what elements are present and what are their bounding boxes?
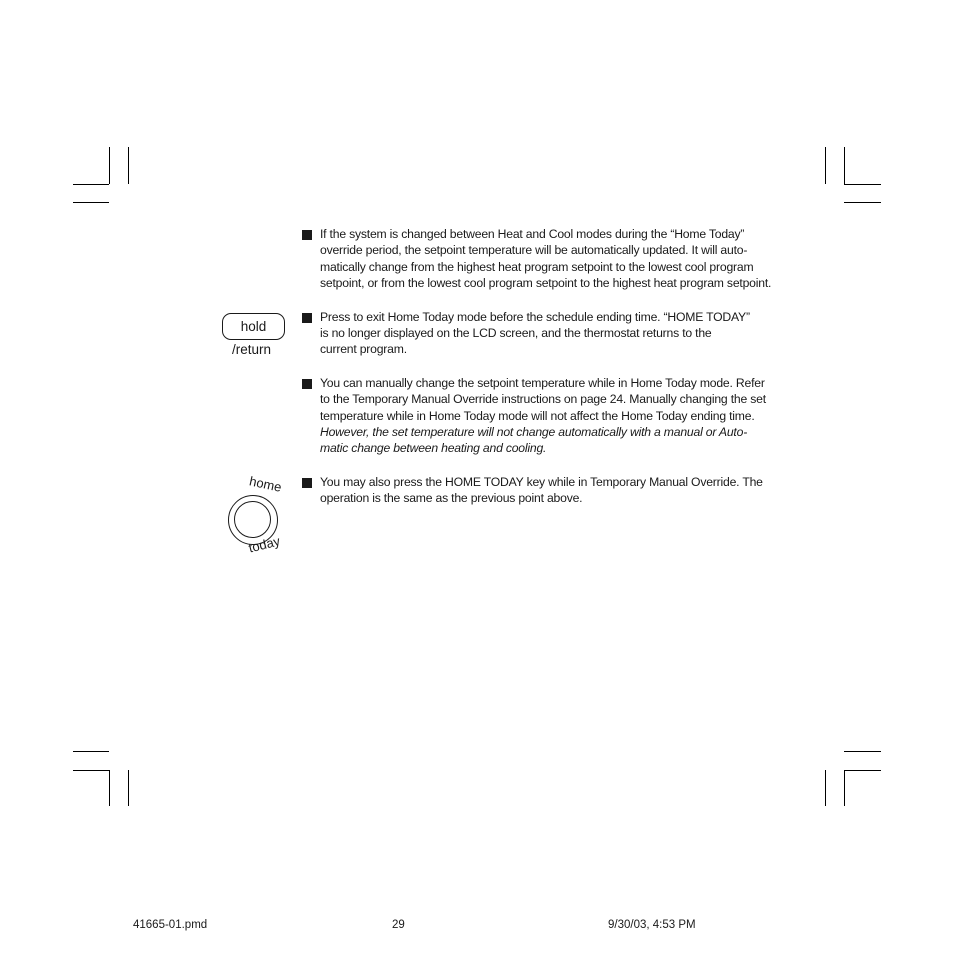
line: You may also press the HOME TODAY key while in Temporary Manual Override. The <box>320 474 763 489</box>
line: temperature while in Home Today mode will not affect the Home Today ending time. <box>320 408 755 423</box>
bullet-square-icon <box>302 478 312 488</box>
line: to the Temporary Manual Override instructions on page 24. Manually changing the set <box>320 392 766 407</box>
line: override period, the setpoint temperature will be automatically updated. It will auto- <box>320 243 748 258</box>
bullet-square-icon <box>302 230 312 240</box>
list-item <box>302 375 802 457</box>
italic-line: matic change between heating and cooling. <box>320 441 547 456</box>
today-key-label: today <box>247 533 282 556</box>
line: setpoint, or from the lowest cool program setpoint to the highest heat program setpoint. <box>320 276 772 291</box>
line: is no longer displayed on the LCD screen, and the thermostat returns to the <box>320 326 712 341</box>
crop-mark <box>844 751 881 752</box>
bullet-square-icon <box>302 313 312 323</box>
line: matically change from the highest heat program setpoint to the lowest cool program <box>320 259 754 274</box>
instruction-list <box>302 226 802 507</box>
crop-mark <box>844 184 881 185</box>
crop-mark <box>844 147 845 184</box>
crop-mark <box>73 751 109 752</box>
crop-mark <box>825 770 826 806</box>
crop-mark <box>844 770 845 806</box>
footer-page-number: 29 <box>392 919 405 931</box>
list-item <box>302 309 802 358</box>
crop-mark <box>128 770 129 806</box>
line: operation is the same as the previous point above. <box>320 491 583 506</box>
crop-mark <box>128 147 129 184</box>
home-key-label: home <box>248 473 283 495</box>
line: current program. <box>320 342 407 357</box>
crop-mark <box>73 202 109 203</box>
hold-key-icon <box>222 313 285 340</box>
line: If the system is changed between Heat and Cool modes during the “Home Today” <box>320 227 745 241</box>
crop-mark <box>73 184 109 185</box>
list-item <box>302 226 802 292</box>
crop-mark <box>825 147 826 184</box>
hold-key-label: hold <box>240 319 267 334</box>
italic-line: However, the set temperature will not change automatically with a manual or Auto- <box>320 425 748 440</box>
crop-mark <box>109 147 110 184</box>
return-key-label: /return <box>232 342 272 357</box>
crop-mark <box>844 202 881 203</box>
line: You can manually change the setpoint temperature while in Home Today mode. Refer <box>320 375 765 390</box>
home-today-key-inner-ring <box>234 501 271 538</box>
footer-filename: 41665-01.pmd <box>133 919 208 931</box>
list-item <box>302 474 802 507</box>
crop-mark <box>844 770 881 771</box>
crop-mark <box>109 770 110 806</box>
bullet-square-icon <box>302 379 312 389</box>
crop-mark <box>73 770 109 771</box>
line: Press to exit Home Today mode before the schedule ending time. “HOME TODAY” <box>320 309 750 324</box>
footer-timestamp: 9/30/03, 4:53 PM <box>608 919 696 931</box>
